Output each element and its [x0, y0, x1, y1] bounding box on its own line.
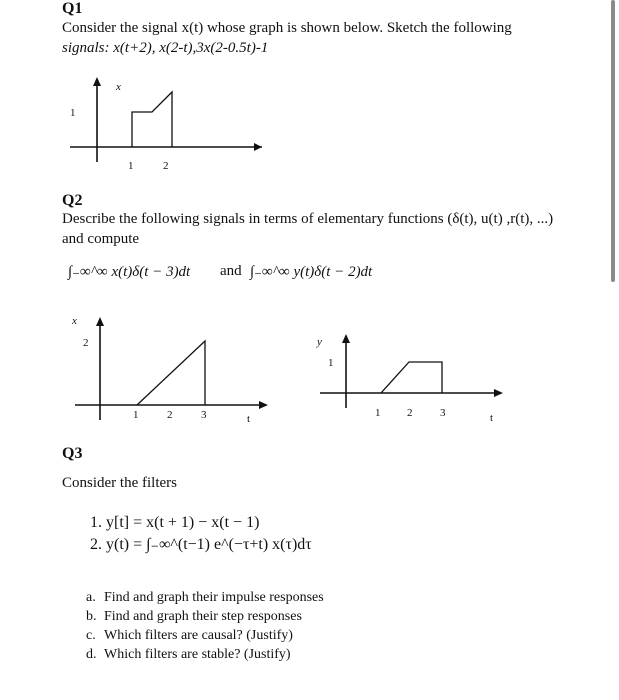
q2y-y-arrow-icon	[342, 334, 350, 343]
q2x-x-tick-2: 2	[167, 409, 173, 421]
q3-filter-2: 2. y(t) = ∫₋∞^(t−1) e^(−τ+t) x(τ)dτ	[90, 536, 312, 553]
vertical-scrollbar[interactable]	[611, 0, 615, 282]
q2-heading: Q2	[62, 192, 83, 209]
q3-filter-1: 1. y[t] = x(t + 1) − x(t − 1)	[90, 514, 260, 531]
q1-x-tick-1: 1	[128, 160, 134, 172]
q2x-y-label: x	[72, 315, 77, 327]
q1-text-line1: Consider the signal x(t) whose graph is shown below. Sketch the following	[62, 20, 512, 36]
q2x-x-tick-1: 1	[133, 409, 139, 421]
q1-heading: Q1	[62, 0, 83, 17]
q3-intro: Consider the filters	[62, 475, 177, 491]
q2y-y-tick: 1	[328, 357, 334, 369]
q2-text-line1: Describe the following signals in terms of elementary functions (δ(t), u(t) ,r(t), ...)	[62, 211, 554, 227]
q2y-signal-trace	[381, 362, 442, 393]
q2-integral-2: ∫₋∞^∞ y(t)δ(t − 2)dt	[250, 264, 373, 280]
q3-task-a: a. Find and graph their impulse responses	[86, 590, 324, 605]
q2y-x-tick-3: 3	[440, 407, 446, 419]
q3-task-d: d. Which filters are stable? (Justify)	[86, 647, 291, 662]
q2y-x-tick-1: 1	[375, 407, 381, 419]
q2y-t-label: t	[490, 412, 494, 424]
q3-heading: Q3	[62, 445, 83, 462]
q2x-t-label: t	[247, 413, 251, 425]
q2-text-line2: and compute	[62, 231, 140, 247]
q2-and: and	[220, 263, 242, 279]
q2y-x-arrow-icon	[494, 389, 503, 397]
q3-task-list	[86, 588, 324, 664]
q1-text-line2: signals: x(t+2), x(2-t),3x(2-0.5t)-1	[62, 40, 269, 56]
q2y-x-tick-2: 2	[407, 407, 413, 419]
q2x-x-tick-3: 3	[201, 409, 207, 421]
q2-integral-1: ∫₋∞^∞ x(t)δ(t − 3)dt	[68, 264, 191, 280]
q1-y-label: x	[116, 81, 121, 93]
q2y-y-label: y	[317, 336, 322, 348]
q1-y-tick: 1	[70, 107, 76, 119]
q3-task-b: b. Find and graph their step responses	[86, 609, 302, 624]
q3-task-c: c. Which filters are causal? (Justify)	[86, 628, 293, 643]
q2x-y-tick: 2	[83, 337, 89, 349]
q1-x-tick-2: 2	[163, 160, 169, 172]
q3-filter-list	[90, 512, 312, 556]
